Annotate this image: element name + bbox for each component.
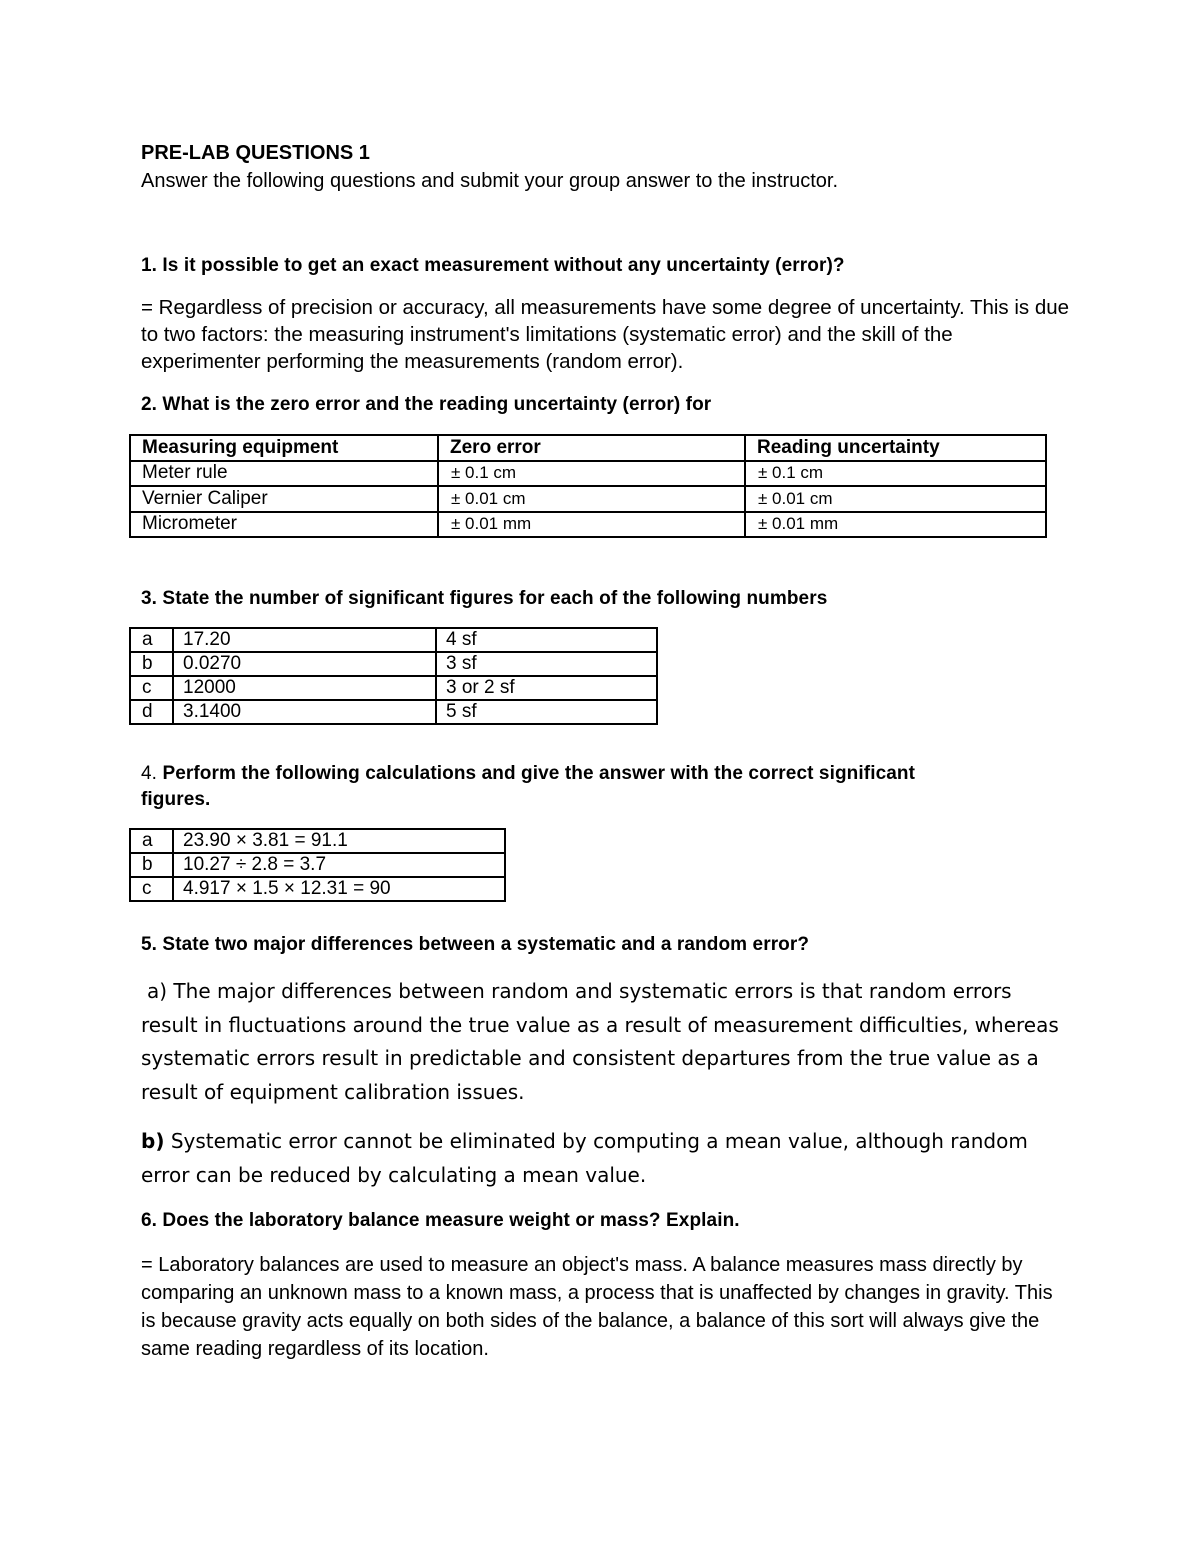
answer-label: a) [147,979,168,1003]
table-cell: b [130,652,173,676]
table-cell: ± 0.01 cm [438,486,745,512]
table-cell: ± 0.01 cm [745,486,1046,512]
answer-5b [141,1125,1071,1192]
page-title: PRE-LAB QUESTIONS 1 [141,142,370,164]
table-cell: c [130,676,173,700]
table-row [130,676,657,700]
equipment-table [129,434,1047,538]
table-cell: 5 sf [436,700,657,724]
table-cell: 0.0270 [173,652,436,676]
question-5: 5. State two major differences between a systematic and a random error? [141,934,810,955]
table-cell: b [130,853,173,877]
table-cell: 17.20 [173,628,436,652]
table-row [130,700,657,724]
table-cell: Meter rule [130,461,438,487]
answer-text: Systematic error cannot be eliminated by computing a mean value, although random error can be reduced by calculating a mean value. [141,1129,1028,1187]
table-cell: ± 0.1 cm [745,461,1046,487]
table-cell: ± 0.1 cm [438,461,745,487]
table-cell: Vernier Caliper [130,486,438,512]
table-cell: 10.27 ÷ 2.8 = 3.7 [173,853,505,877]
table-row [130,877,505,901]
sig-figs-table [129,627,658,725]
intro-text: Answer the following questions and submit your group answer to the instructor. [141,170,839,192]
table-row [130,829,505,853]
answer-text: The major differences between random and systematic errors is that random errors result in fluctuations around the true value as a result of measurement difficulties, whereas systematic errors result in predictable and consistent departures from the true value as a result of equipment calibration issues. [141,979,1059,1104]
table-header-cell: Reading uncertainty [745,435,1046,461]
table-row [130,853,505,877]
table-cell: 23.90 × 3.81 = 91.1 [173,829,505,853]
table-cell: a [130,628,173,652]
table-row [130,628,657,652]
calculations-table [129,828,506,902]
table-row [130,652,657,676]
table-cell: 12000 [173,676,436,700]
table-cell: ± 0.01 mm [438,512,745,538]
question-6: 6. Does the laboratory balance measure weight or mass? Explain. [141,1210,740,1231]
table-cell: 3 sf [436,652,657,676]
table-row [130,461,1046,487]
table-cell: Micrometer [130,512,438,538]
question-4 [141,761,921,813]
table-cell: 4 sf [436,628,657,652]
table-cell: ± 0.01 mm [745,512,1046,538]
question-2: 2. What is the zero error and the reading uncertainty (error) for [141,394,712,415]
table-cell: 3 or 2 sf [436,676,657,700]
table-row [130,486,1046,512]
question-3: 3. State the number of significant figures for each of the following numbers [141,588,828,609]
table-header-row [130,435,1046,461]
table-cell: d [130,700,173,724]
table-cell: a [130,829,173,853]
question-number: 4. [141,763,158,784]
table-cell: 3.1400 [173,700,436,724]
answer-6: = Laboratory balances are used to measure an object's mass. A balance measures mass directly by comparing an unknown mass to a known mass, a process that is unaffected by changes in gravity. This is because gravity acts equally on both sides of the balance, a balance of this sort will always give the same reading regardless of its location. [141,1254,1053,1360]
table-cell: 4.917 × 1.5 × 12.31 = 90 [173,877,505,901]
answer-5a [141,975,1071,1109]
answer-1: = Regardless of precision or accuracy, all measurements have some degree of uncertainty. This is due to two factors: the measuring instrument's limitations (systematic error) and the skill of the experimenter performing the measurements (random error). [141,296,1070,373]
table-header-cell: Measuring equipment [130,435,438,461]
answer-label: b) [141,1129,165,1153]
table-row [130,512,1046,538]
table-cell: c [130,877,173,901]
question-text: Perform the following calculations and give the answer with the correct significant figures. [141,763,916,810]
question-1: 1. Is it possible to get an exact measurement without any uncertainty (error)? [141,255,845,276]
table-header-cell: Zero error [438,435,745,461]
